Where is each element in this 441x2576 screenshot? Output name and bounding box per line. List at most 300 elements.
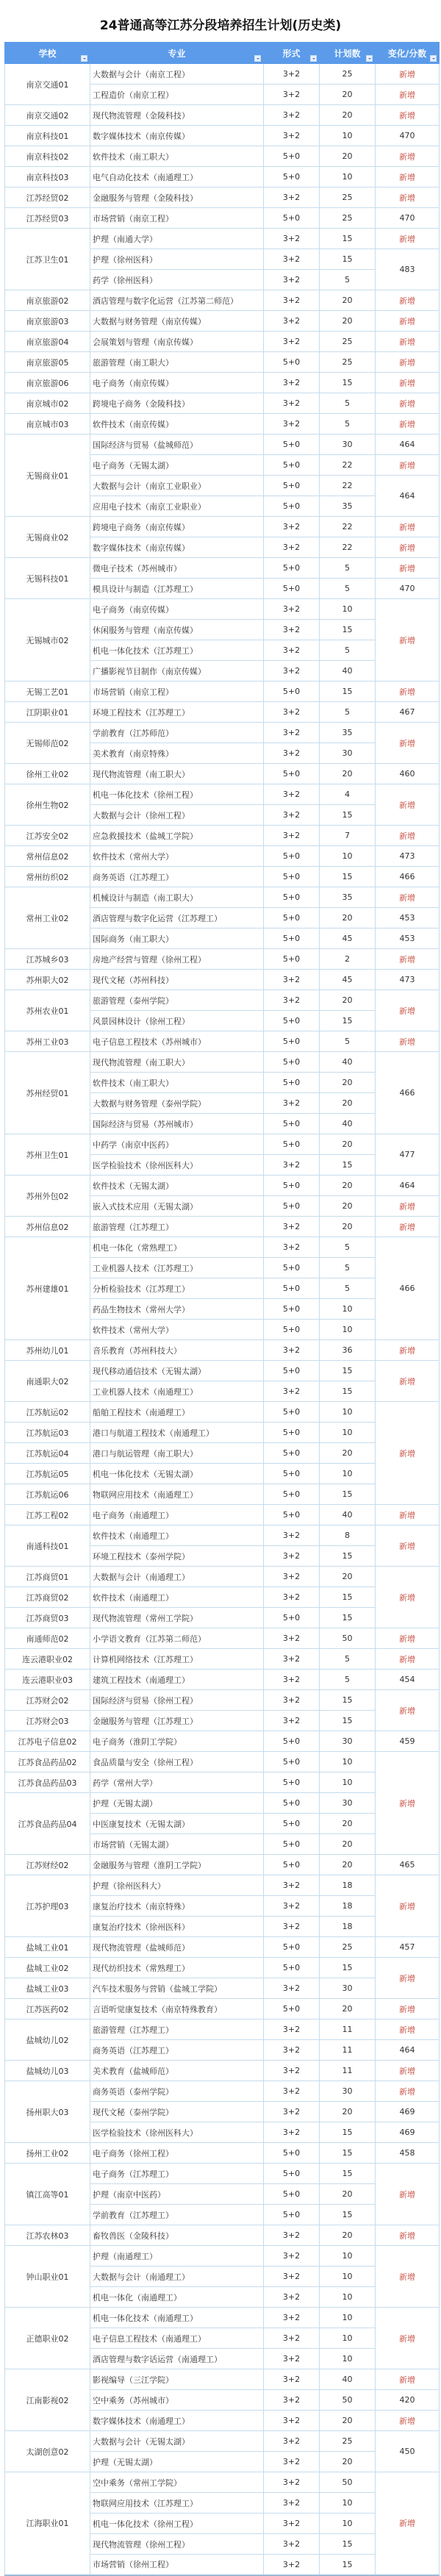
major-cell: 市场营销（南京工程） <box>90 681 264 702</box>
table-row <box>5 1567 440 1587</box>
plan-count-cell: 15 <box>320 2555 376 2575</box>
school-cell: 江苏商贸02 <box>5 1587 90 1608</box>
major-cell: 市场营销（徐州工程） <box>90 2555 264 2575</box>
major-cell: 电子商务（无锡太湖） <box>90 455 264 476</box>
form-cell: 5+0 <box>264 1196 320 1217</box>
plan-count-cell: 15 <box>320 1690 376 1711</box>
major-cell: 护理（无锡太湖） <box>90 2452 264 2472</box>
school-cell: 南通职大02 <box>5 1361 90 1402</box>
score-cell: 469 <box>376 2122 440 2143</box>
form-cell: 3+2 <box>264 2122 320 2143</box>
score-cell: 459 <box>376 1731 440 1752</box>
school-cell: 正德职业02 <box>5 2308 90 2369</box>
plan-count-cell: 10 <box>320 1320 376 1340</box>
plan-count-cell: 10 <box>320 2493 376 2514</box>
plan-count-cell: 15 <box>320 2534 376 2555</box>
school-cell: 镇江高等01 <box>5 2164 90 2225</box>
new-badge-cell: 新增 <box>376 2061 440 2081</box>
plan-count-cell: 10 <box>320 2266 376 2287</box>
form-cell: 3+2 <box>264 1690 320 1711</box>
major-cell: 机电一体化技术（徐州工程） <box>90 784 264 805</box>
major-cell: 现代文秘（泰州学院） <box>90 2102 264 2122</box>
school-cell: 江苏航运03 <box>5 1423 90 1443</box>
plan-count-cell: 20 <box>320 1073 376 1093</box>
school-cell: 徐州工业02 <box>5 764 90 784</box>
table-row <box>5 2081 440 2102</box>
plan-count-cell: 20 <box>320 908 376 929</box>
school-cell: 常州纺织02 <box>5 867 90 887</box>
filter-dropdown-icon[interactable] <box>366 55 373 62</box>
score-cell: 464 <box>376 476 440 517</box>
new-badge-cell: 新增 <box>376 187 440 208</box>
form-cell: 5+0 <box>264 1731 320 1752</box>
plan-count-cell: 20 <box>320 311 376 332</box>
form-cell: 5+0 <box>264 579 320 599</box>
form-cell: 5+0 <box>264 1176 320 1196</box>
major-cell: 大数据与会计（南通理工） <box>90 2266 264 2287</box>
major-cell: 模具设计与制造（江苏理工） <box>90 579 264 599</box>
form-cell: 5+0 <box>264 1937 320 1958</box>
table-row <box>5 2246 440 2266</box>
major-cell: 药品生物技术（常州大学） <box>90 1299 264 1320</box>
major-cell: 电子商务（淮阴工学院） <box>90 1731 264 1752</box>
table-row <box>5 208 440 229</box>
major-cell: 商务英语（泰州学院） <box>90 2081 264 2102</box>
major-cell: 现代物流管理（南工职大） <box>90 764 264 784</box>
plan-count-cell: 20 <box>320 990 376 1011</box>
plan-count-cell: 20 <box>320 146 376 167</box>
major-cell: 电子商务（江苏理工） <box>90 2164 264 2184</box>
major-cell: 康复治疗技术（南京特殊） <box>90 1896 264 1917</box>
form-cell: 3+2 <box>264 2514 320 2534</box>
form-cell: 5+0 <box>264 2184 320 2205</box>
new-badge-cell: 新增 <box>376 537 440 558</box>
new-badge-cell: 新增 <box>376 229 440 249</box>
school-cell: 盐城工业03 <box>5 1978 90 1999</box>
plan-count-cell: 40 <box>320 661 376 681</box>
school-cell: 无锡城市02 <box>5 599 90 681</box>
table-row <box>5 1134 440 1155</box>
table-row <box>5 1608 440 1628</box>
score-cell: 450 <box>376 2431 440 2472</box>
form-cell: 3+2 <box>264 620 320 640</box>
school-cell: 江苏航运02 <box>5 1402 90 1423</box>
form-cell: 5+0 <box>264 1278 320 1299</box>
school-cell: 扬州工业02 <box>5 2143 90 2164</box>
score-cell: 464 <box>376 1176 440 1196</box>
new-badge-cell: 新增 <box>376 1340 440 1361</box>
plan-count-cell: 22 <box>320 517 376 537</box>
school-cell: 江苏航运05 <box>5 1464 90 1484</box>
plan-count-cell: 10 <box>320 1464 376 1484</box>
form-cell: 5+0 <box>264 146 320 167</box>
table-row <box>5 290 440 311</box>
school-cell: 南京科技01 <box>5 126 90 146</box>
table-row <box>5 949 440 970</box>
school-cell: 连云港职业03 <box>5 1670 90 1690</box>
form-cell: 5+0 <box>264 558 320 579</box>
plan-count-cell: 22 <box>320 455 376 476</box>
school-cell: 南京科技02 <box>5 146 90 167</box>
major-cell: 休闲服务与管理（南京传媒） <box>90 620 264 640</box>
new-badge-cell: 新增 <box>376 887 440 908</box>
plan-count-cell: 10 <box>320 167 376 187</box>
major-cell: 药学（常州大学） <box>90 1772 264 1793</box>
table-row <box>5 126 440 146</box>
plan-count-cell: 15 <box>320 1587 376 1608</box>
school-cell: 江苏商贸01 <box>5 1567 90 1587</box>
table-row <box>5 784 440 805</box>
new-badge-cell: 新增 <box>376 1361 440 1402</box>
table-row <box>5 1670 440 1690</box>
form-cell: 5+0 <box>264 1464 320 1484</box>
header-form-label: 形式 <box>282 48 301 59</box>
plan-count-cell: 40 <box>320 1052 376 1073</box>
form-cell: 5+0 <box>264 1361 320 1381</box>
table-row <box>5 1443 440 1464</box>
school-cell: 江苏商贸03 <box>5 1608 90 1628</box>
plan-count-cell: 35 <box>320 887 376 908</box>
table-row <box>5 2019 440 2040</box>
major-cell: 电子信息工程技术（苏州城市） <box>90 1031 264 1052</box>
new-badge-cell: 新增 <box>376 2308 440 2369</box>
form-cell: 3+2 <box>264 1237 320 1258</box>
table-row <box>5 1711 440 1731</box>
school-cell: 江苏食品药品03 <box>5 1772 90 1793</box>
form-cell: 3+2 <box>264 1567 320 1587</box>
header-change <box>376 43 440 64</box>
form-cell: 5+0 <box>264 476 320 496</box>
major-cell: 电子商务（南通理工） <box>90 1505 264 1525</box>
plan-count-cell: 45 <box>320 929 376 949</box>
table-row <box>5 434 440 455</box>
new-badge-cell: 新增 <box>376 2164 440 2225</box>
table-row <box>5 1690 440 1711</box>
form-cell: 3+2 <box>264 1093 320 1114</box>
table-row <box>5 702 440 723</box>
table-row <box>5 1978 440 1999</box>
plan-count-cell: 10 <box>320 599 376 620</box>
new-badge-cell: 新增 <box>376 2246 440 2308</box>
score-cell: 466 <box>376 867 440 887</box>
form-cell: 3+2 <box>264 126 320 146</box>
new-badge-cell: 新增 <box>376 558 440 579</box>
form-cell: 3+2 <box>264 826 320 846</box>
form-cell: 5+0 <box>264 1052 320 1073</box>
form-cell: 3+2 <box>264 702 320 723</box>
plan-count-cell: 20 <box>320 1834 376 1855</box>
school-cell: 江苏航运04 <box>5 1443 90 1464</box>
form-cell: 3+2 <box>264 2081 320 2102</box>
table-row <box>5 187 440 208</box>
new-badge-cell: 新增 <box>376 681 440 702</box>
school-cell: 连云港职业02 <box>5 1649 90 1670</box>
school-cell: 无锡科技01 <box>5 558 90 599</box>
table-row <box>5 373 440 393</box>
new-badge-cell: 新增 <box>376 517 440 537</box>
form-cell: 5+0 <box>264 1608 320 1628</box>
form-cell: 5+0 <box>264 455 320 476</box>
school-cell: 江苏财会02 <box>5 1690 90 1711</box>
new-badge-cell: 新增 <box>376 723 440 764</box>
major-cell: 商务英语（江苏理工） <box>90 867 264 887</box>
school-cell: 盐城幼儿03 <box>5 2061 90 2081</box>
major-cell: 分析检验技术（江苏理工） <box>90 1278 264 1299</box>
major-cell: 电子商务（徐州工程） <box>90 2143 264 2164</box>
header-change-label: 变化/分数 <box>387 48 427 59</box>
header-plan-label: 计划数 <box>334 48 361 59</box>
plan-count-cell: 20 <box>320 1443 376 1464</box>
new-badge-cell: 新增 <box>376 1628 440 1649</box>
table-row <box>5 2431 440 2452</box>
score-cell: 477 <box>376 1134 440 1176</box>
school-cell: 江苏经贸03 <box>5 208 90 229</box>
major-cell: 建筑工程技术（南通理工） <box>90 1670 264 1690</box>
major-cell: 工业机器人技术（江苏理工） <box>90 1258 264 1278</box>
form-cell: 5+0 <box>264 1999 320 2019</box>
form-cell: 3+2 <box>264 2040 320 2061</box>
plan-count-cell: 15 <box>320 1011 376 1031</box>
form-cell: 3+2 <box>264 373 320 393</box>
major-cell: 工业机器人技术（南通理工） <box>90 1381 264 1402</box>
major-cell: 软件技术（南通理工） <box>90 1525 264 1546</box>
table-row <box>5 1052 440 1073</box>
major-cell: 机电一体化技术（江苏理工） <box>90 640 264 661</box>
plan-count-cell: 15 <box>320 1381 376 1402</box>
table-row <box>5 2225 440 2246</box>
school-cell: 钟山职业01 <box>5 2246 90 2308</box>
major-cell: 国际商务（南工职大） <box>90 929 264 949</box>
form-cell: 3+2 <box>264 2555 320 2575</box>
form-cell: 5+0 <box>264 846 320 867</box>
form-cell: 5+0 <box>264 1258 320 1278</box>
major-cell: 电气自动化技术（南通理工） <box>90 167 264 187</box>
filter-dropdown-icon[interactable] <box>430 55 437 62</box>
page-title: 24普通高等江苏分段培养招生计划(历史类) <box>99 18 342 33</box>
form-cell: 5+0 <box>264 1505 320 1525</box>
form-cell: 3+2 <box>264 1670 320 1690</box>
major-cell: 食品质量与安全（徐州工程） <box>90 1752 264 1772</box>
form-cell: 3+2 <box>264 1587 320 1608</box>
major-cell: 言语听觉康复技术（南京特殊教育） <box>90 1999 264 2019</box>
major-cell: 电子信息工程技术（南通理工） <box>90 2328 264 2349</box>
plan-count-cell: 15 <box>320 249 376 270</box>
filter-dropdown-icon[interactable] <box>81 55 87 62</box>
school-cell: 南京旅游05 <box>5 352 90 373</box>
new-badge-cell: 新增 <box>376 2081 440 2102</box>
major-cell: 大数据与会计（南通理工） <box>90 1567 264 1587</box>
plan-count-cell: 7 <box>320 826 376 846</box>
new-badge-cell: 新增 <box>376 414 440 434</box>
form-cell: 3+2 <box>264 64 320 85</box>
score-cell: 453 <box>376 929 440 949</box>
plan-count-cell: 5 <box>320 414 376 434</box>
major-cell: 机电一体化（常熟理工） <box>90 1237 264 1258</box>
plan-count-cell: 20 <box>320 2452 376 2472</box>
major-cell: 学前教育（江苏理工） <box>90 2205 264 2225</box>
major-cell: 环境工程技术（江苏理工） <box>90 702 264 723</box>
plan-count-cell: 10 <box>320 846 376 867</box>
score-cell: 454 <box>376 1670 440 1690</box>
table-row <box>5 1628 440 1649</box>
major-cell: 酒店管理与数字化运营（江苏第二师范） <box>90 290 264 311</box>
new-badge-cell: 新增 <box>376 1690 440 1731</box>
major-cell: 数字媒体技术（南通理工） <box>90 2411 264 2431</box>
plan-count-cell: 50 <box>320 2390 376 2411</box>
new-badge-cell: 新增 <box>376 1649 440 1670</box>
new-badge-cell: 新增 <box>376 1875 440 1937</box>
new-badge-cell: 新增 <box>376 1999 440 2019</box>
new-badge-cell: 新增 <box>376 332 440 352</box>
school-cell: 南京交通02 <box>5 105 90 126</box>
form-cell: 3+2 <box>264 2431 320 2452</box>
form-cell: 3+2 <box>264 1340 320 1361</box>
table-row <box>5 1937 440 1958</box>
major-cell: 广播影视节目制作（南京传媒） <box>90 661 264 681</box>
major-cell: 市场营销（南京工程） <box>90 208 264 229</box>
table-row <box>5 352 440 373</box>
form-cell: 3+2 <box>264 290 320 311</box>
form-cell: 5+0 <box>264 1031 320 1052</box>
plan-count-cell: 20 <box>320 290 376 311</box>
header-major <box>90 43 264 64</box>
plan-count-cell: 15 <box>320 620 376 640</box>
new-badge-cell: 新增 <box>376 105 440 126</box>
table-row <box>5 867 440 887</box>
school-cell: 徐州生物02 <box>5 784 90 826</box>
table-row <box>5 1731 440 1752</box>
table-row <box>5 1875 440 1896</box>
plan-count-cell: 25 <box>320 64 376 85</box>
school-cell: 南京科技03 <box>5 167 90 187</box>
plan-count-cell: 15 <box>320 1484 376 1505</box>
plan-count-cell: 20 <box>320 1176 376 1196</box>
form-cell: 3+2 <box>264 1649 320 1670</box>
major-cell: 空中乘务（常州工学院） <box>90 2472 264 2493</box>
major-cell: 大数据与会计（徐州工程） <box>90 805 264 826</box>
filter-dropdown-icon[interactable] <box>254 55 261 62</box>
school-cell: 南京旅游06 <box>5 373 90 393</box>
major-cell: 软件技术（无锡太湖） <box>90 1176 264 1196</box>
plan-count-cell: 15 <box>320 1155 376 1176</box>
new-badge-cell: 新增 <box>376 2225 440 2246</box>
plan-count-cell: 11 <box>320 2061 376 2081</box>
plan-count-cell: 30 <box>320 2081 376 2102</box>
form-cell: 5+0 <box>264 167 320 187</box>
table-row <box>5 1855 440 1875</box>
plan-count-cell: 5 <box>320 640 376 661</box>
plan-count-cell: 5 <box>320 1258 376 1278</box>
plan-count-cell: 20 <box>320 2411 376 2431</box>
major-cell: 现代纺织技术（常熟理工） <box>90 1958 264 1978</box>
new-badge-cell: 新增 <box>376 599 440 681</box>
form-cell: 3+2 <box>264 661 320 681</box>
table-row <box>5 2472 440 2493</box>
table-row <box>5 414 440 434</box>
major-cell: 港口与航道工程技术（南通理工） <box>90 1423 264 1443</box>
form-cell: 3+2 <box>264 1155 320 1176</box>
plan-count-cell: 35 <box>320 723 376 743</box>
table-row <box>5 846 440 867</box>
form-cell: 5+0 <box>264 1752 320 1772</box>
major-cell: 物联网应用技术（南通理工） <box>90 1484 264 1505</box>
plan-count-cell: 35 <box>320 496 376 517</box>
new-badge-cell: 新增 <box>376 85 440 105</box>
form-cell: 5+0 <box>264 434 320 455</box>
form-cell: 3+2 <box>264 2308 320 2328</box>
plan-count-cell: 15 <box>320 1361 376 1381</box>
score-cell: 457 <box>376 1937 440 1958</box>
plan-count-cell: 30 <box>320 743 376 764</box>
form-cell: 3+2 <box>264 1628 320 1649</box>
major-cell: 空中乘务（苏州城市） <box>90 2390 264 2411</box>
major-cell: 中药学（南京中医药） <box>90 1134 264 1155</box>
major-cell: 软件技术（常州大学） <box>90 1320 264 1340</box>
form-cell: 3+2 <box>264 1917 320 1937</box>
form-cell: 3+2 <box>264 2452 320 2472</box>
form-cell: 3+2 <box>264 2349 320 2369</box>
form-cell: 3+2 <box>264 393 320 414</box>
form-cell: 5+0 <box>264 2205 320 2225</box>
form-cell: 5+0 <box>264 867 320 887</box>
school-cell: 江苏护理03 <box>5 1875 90 1937</box>
filter-dropdown-icon[interactable] <box>310 55 317 62</box>
plan-count-cell: 20 <box>320 1999 376 2019</box>
new-badge-cell: 新增 <box>376 949 440 970</box>
form-cell: 5+0 <box>264 1958 320 1978</box>
school-cell: 南京城市02 <box>5 393 90 414</box>
plan-count-cell: 5 <box>320 1278 376 1299</box>
plan-count-cell: 20 <box>320 1196 376 1217</box>
table-row <box>5 2164 440 2184</box>
major-cell: 船舶工程技术（南通理工） <box>90 1402 264 1423</box>
form-cell: 5+0 <box>264 1793 320 1814</box>
form-cell: 5+0 <box>264 764 320 784</box>
major-cell: 畜牧兽医（金陵科技） <box>90 2225 264 2246</box>
plan-count-cell: 45 <box>320 970 376 990</box>
plan-count-cell: 25 <box>320 1937 376 1958</box>
school-cell: 江苏财经02 <box>5 1855 90 1875</box>
plan-count-cell: 20 <box>320 1134 376 1155</box>
major-cell: 嵌入式技术应用（无锡太湖） <box>90 1196 264 1217</box>
plan-count-cell: 15 <box>320 805 376 826</box>
plan-count-cell: 5 <box>320 393 376 414</box>
plan-count-cell: 25 <box>320 187 376 208</box>
major-cell: 软件技术（南工职大） <box>90 1073 264 1093</box>
form-cell: 3+2 <box>264 2472 320 2493</box>
school-cell: 苏州农业01 <box>5 990 90 1031</box>
major-cell: 机电一体化技术（无锡太湖） <box>90 1464 264 1484</box>
school-cell: 江苏财会03 <box>5 1711 90 1731</box>
score-cell: 470 <box>376 579 440 599</box>
form-cell: 5+0 <box>264 929 320 949</box>
table-row <box>5 1793 440 1814</box>
form-cell: 3+2 <box>264 970 320 990</box>
form-cell: 3+2 <box>264 105 320 126</box>
school-cell: 盐城工业01 <box>5 1937 90 1958</box>
table-row <box>5 599 440 620</box>
plan-count-cell: 5 <box>320 1237 376 1258</box>
form-cell: 3+2 <box>264 1525 320 1546</box>
form-cell: 5+0 <box>264 1423 320 1443</box>
major-cell: 现代移动通信技术（无锡太湖） <box>90 1361 264 1381</box>
school-cell: 苏州经贸01 <box>5 1052 90 1134</box>
major-cell: 机械设计与制造（南工职大） <box>90 887 264 908</box>
major-cell: 旅游管理（江苏理工） <box>90 1217 264 1237</box>
score-cell: 473 <box>376 970 440 990</box>
form-cell: 3+2 <box>264 723 320 743</box>
major-cell: 机电一体化技术（徐州工程） <box>90 2514 264 2534</box>
